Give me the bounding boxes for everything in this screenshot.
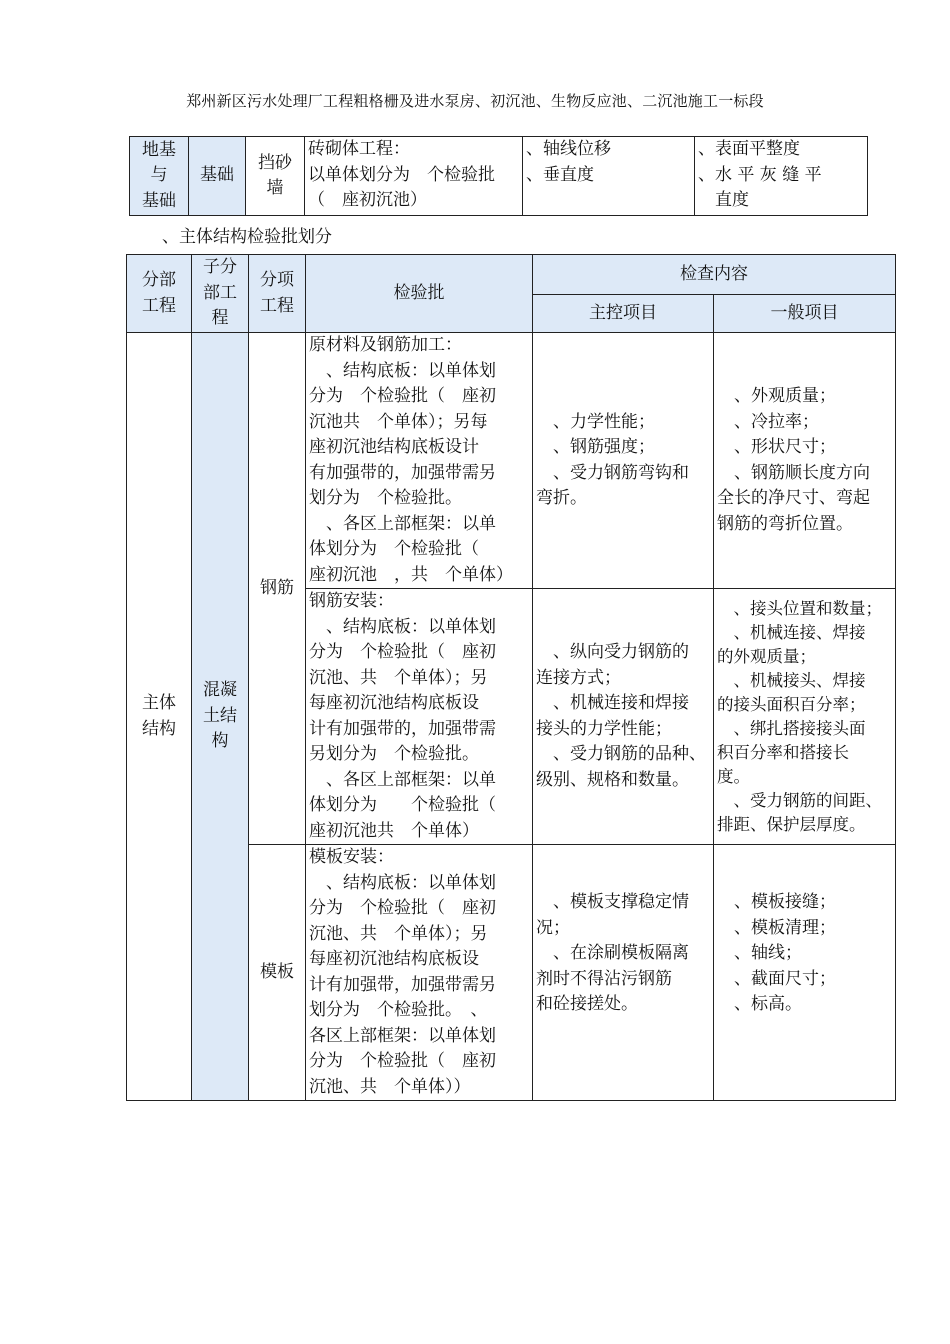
cell-general-items: 、表面平整度 、水 平 灰 缝 平 直度 bbox=[695, 137, 868, 216]
header-check-content: 检查内容 bbox=[533, 255, 896, 295]
cell-main-items: 、轴线位移 、垂直度 bbox=[523, 137, 695, 216]
main-structure-table bbox=[126, 254, 896, 1101]
row3-main: 、模板支撑稳定情 况； 、在涂刷模板隔离 剂时不得沾污钢筋 和砼接搓处。 bbox=[533, 845, 714, 1101]
header-subdivision: 子分 部工 程 bbox=[192, 255, 249, 333]
header-item: 分项 工程 bbox=[249, 255, 306, 333]
header-general-items: 一般项目 bbox=[714, 295, 896, 333]
row2-general: 、接头位置和数量； 、机械连接、焊接 的外观质量； 、机械接头、焊接 的接头面积百分率； 、绑扎搭接接头面 积百分率和搭接长 度。 、受力钢筋的间距、 排距、保护层厚度。 bbox=[714, 589, 896, 845]
cell-item-rebar: 钢筋 bbox=[249, 333, 306, 845]
cell-division-main: 主体 结构 bbox=[127, 333, 192, 1101]
cell-subdivision: 基础 bbox=[189, 137, 246, 216]
header-batch: 检验批 bbox=[306, 255, 533, 333]
row1-general: 、外观质量； 、冷拉率； 、形状尺寸； 、钢筋顺长度方向 全长的净尺寸、弯起 钢筋的弯折位置。 bbox=[714, 333, 896, 589]
cell-item: 挡砂 墙 bbox=[246, 137, 305, 216]
foundation-table bbox=[129, 136, 868, 216]
header-division: 分部 工程 bbox=[127, 255, 192, 333]
row3-batch: 模板安装： 、结构底板：以单体划 分为 个检验批（ 座初 沉池、共 个单体）；另 每座初沉池结构底板设 计有加强带，加强带需另 划分为 个检验批。 、 各区上部框架：以单体划 分为 个检验批（ 座初 沉池、共 个单体）） bbox=[306, 845, 533, 1101]
cell-batch: 砖砌体工程： 以单体划分为 个检验批 （ 座初沉池） bbox=[305, 137, 523, 216]
row3-general: 、模板接缝； 、模板清理； 、轴线； 、截面尺寸； 、标高。 bbox=[714, 845, 896, 1101]
cell-division: 地基 与 基础 bbox=[130, 137, 189, 216]
row2-batch: 钢筋安装： 、结构底板：以单体划 分为 个检验批（ 座初 沉池、共 个单体）；另 每座初沉池结构底板设 计有加强带的，加强带需 另划分为 个检验批。 、各区上部框架：以单 体划分为 个检验批（ 座初沉池共 个单体） bbox=[306, 589, 533, 845]
row2-main: 、纵向受力钢筋的 连接方式； 、机械连接和焊接 接头的力学性能； 、受力钢筋的品种、 级别、规格和数量。 bbox=[533, 589, 714, 845]
page-header: 郑州新区污水处理厂工程粗格栅及进水泵房、初沉池、生物反应池、二沉池施工一标段 bbox=[186, 92, 764, 110]
row1-main: 、力学性能； 、钢筋强度； 、受力钢筋弯钩和 弯折。 bbox=[533, 333, 714, 589]
cell-item-formwork: 模板 bbox=[249, 845, 306, 1101]
row1-batch: 原材料及钢筋加工： 、结构底板：以单体划 分为 个检验批（ 座初 沉池共 个单体）；另每 座初沉池结构底板设计 有加强带的，加强带需另 划分为 个检验批。 、各区上部框架：以单 体划分为 个检验批（ 座初沉池 ，共 个单体） bbox=[306, 333, 533, 589]
header-main-items: 主控项目 bbox=[533, 295, 714, 333]
section-title: 、主体结构检验批划分 bbox=[162, 227, 332, 247]
cell-subdivision-concrete: 混凝 土结 构 bbox=[192, 333, 249, 1101]
